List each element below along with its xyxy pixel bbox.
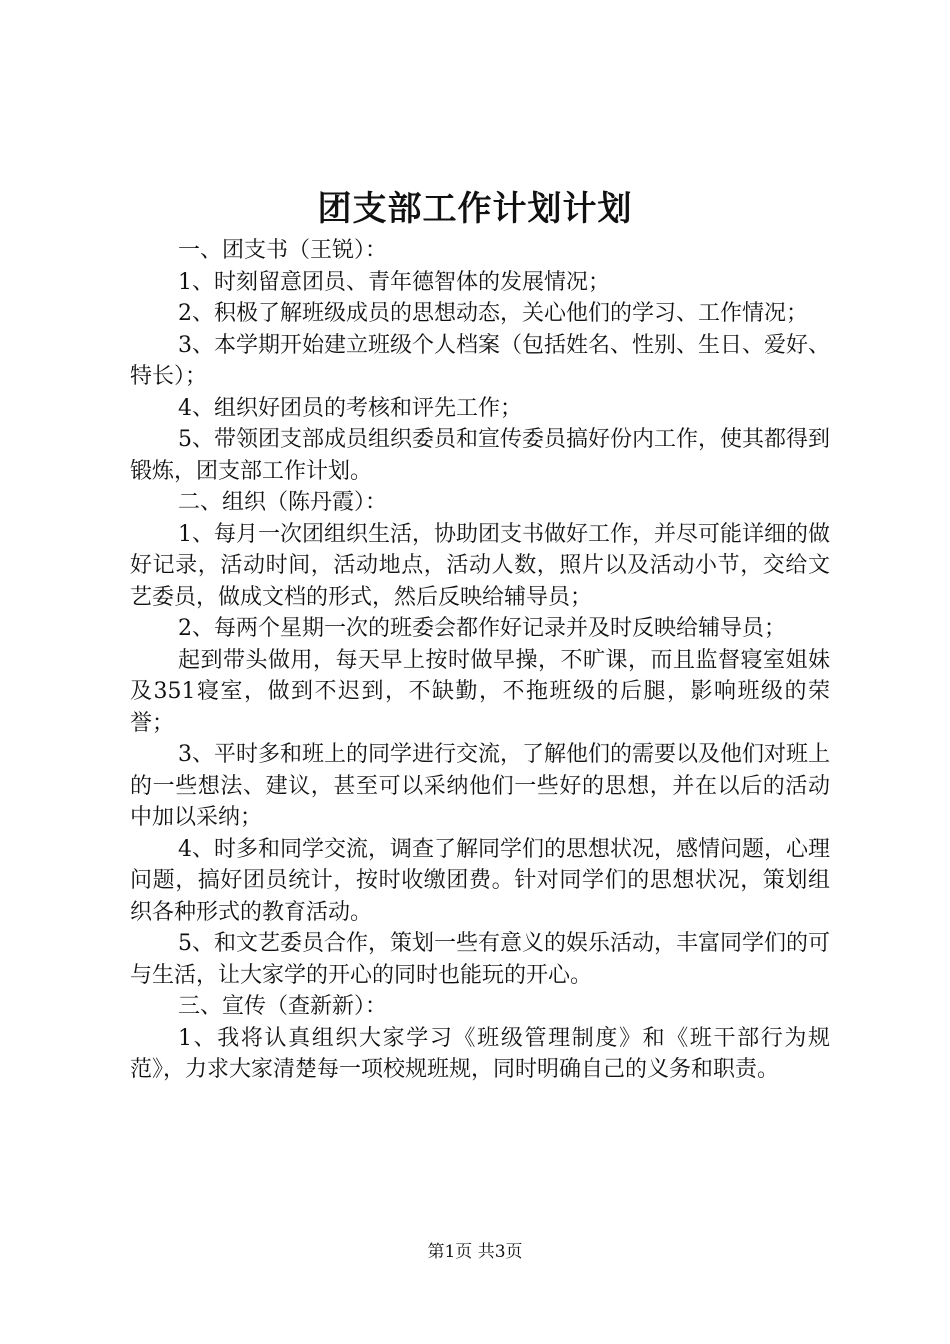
document-body <box>130 235 830 1086</box>
paragraph: 4、时多和同学交流，调查了解同学们的思想状况，感情问题，心理问题，搞好团员统计，按时收缴团费。针对同学们的思想状况，策划组织各种形式的教育活动。 <box>130 836 830 925</box>
section-heading-1: 一、团支书（王锐）： <box>178 238 388 263</box>
paragraph: 1、我将认真组织大家学习《班级管理制度》和《班干部行为规范》，力求大家清楚每一项校规班规，同时明确自己的义务和职责。 <box>130 1025 830 1082</box>
paragraph: 3、平时多和班上的同学进行交流，了解他们的需要以及他们对班上的一些想法、建议，甚至可以采纳他们一些好的思想，并在以后的活动中加以采纳； <box>130 742 830 830</box>
paragraph: 1、每月一次团组织生活，协助团支书做好工作，并尽可能详细的做好记录，活动时间，活动地点，活动人数，照片以及活动小节，交给文艺委员，做成文档的形式，然后反映给辅导员； <box>130 521 830 610</box>
paragraph: 3、本学期开始建立班级个人档案（包括姓名、性别、生日、爱好、特长）； <box>130 332 830 389</box>
paragraph: 1、时刻留意团员、青年德智体的发展情况； <box>178 269 610 295</box>
paragraph: 起到带头做用，每天早上按时做早操，不旷课，而且监督寝室姐妹及351寝室，做到不迟到，不缺勤，不拖班级的后腿，影响班级的荣誉； <box>130 647 830 736</box>
page-footer: 第1页 共3页 <box>427 1242 523 1262</box>
paragraph: 2、每两个星期一次的班委会都作好记录并及时反映给辅导员； <box>178 616 786 641</box>
section-heading-3: 三、宣传（查新新）： <box>178 994 388 1019</box>
paragraph: 5、带领团支部成员组织委员和宣传委员搞好份内工作，使其都得到锻炼，团支部工作计划。 <box>130 427 830 484</box>
section-heading-2: 二、组织（陈丹霞）： <box>178 490 388 515</box>
paragraph: 5、和文艺委员合作，策划一些有意义的娱乐活动，丰富同学们的可与生活，让大家学的开心的同时也能玩的开心。 <box>130 931 830 988</box>
paragraph: 2、积极了解班级成员的思想动态，关心他们的学习、工作情况； <box>178 301 808 326</box>
document-title: 团支部工作计划计划 <box>317 189 633 229</box>
paragraph: 4、组织好团员的考核和评先工作； <box>178 395 522 421</box>
